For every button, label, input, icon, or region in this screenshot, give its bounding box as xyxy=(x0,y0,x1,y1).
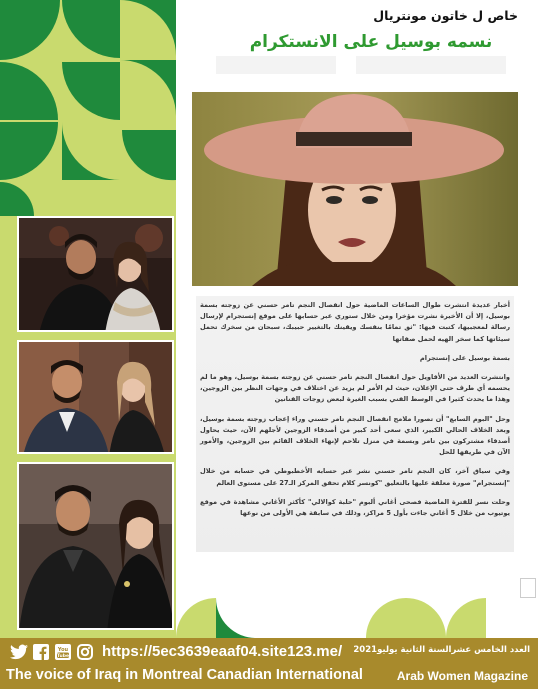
couple-photo-2 xyxy=(17,340,174,454)
article-column xyxy=(176,0,538,638)
footer-bar xyxy=(0,638,538,689)
twitter-icon[interactable] xyxy=(10,643,28,661)
paragraph: وحلت نسر للفترة الماضية فصحى أغاني ألبوم "حلبة كوالالي" كأكثر الأغاني مشاهدة في موقع يوتيوب من خلال 5 أغاني جاءت بأول 5 مراكز، وذلك في سابقة هي الأولى من نوعها xyxy=(200,497,510,518)
article-body xyxy=(200,300,510,527)
section-label: خاص ل خاتون مونتريال xyxy=(373,8,518,23)
page-edge-marker xyxy=(520,578,536,598)
svg-text:You: You xyxy=(57,647,69,653)
couple-photo-3 xyxy=(17,462,174,630)
paragraph: وفي سياق آخر، كان النجم تامر حسني نشر عبر حسابه الأخطبوطي في حسابه من خلال "إنستجرام" صورة معلقة عليها بالتعليق "كونسر كلام تحقق المركز الـ27 على مستوى العالم xyxy=(200,467,510,487)
hero-portrait xyxy=(192,92,518,286)
paragraph: بسمة بوسيل على إنستجرام xyxy=(419,353,510,362)
paragraph: وحل "البوم السابع" أن تصورا ملامح انفصال النجم تامر حسني وراء إعجاب زوجته بسمة بوسيل، وبعد الخلاف الحالي الكبير، الذي سعى أحد كبير من أصدقاء الزوجين لأجلهم الآن، حيث يحاول أصدقاء مشتركون بين تامر وبسمة في منزل تلاحم لإنهاء الخلاف القائم بين الزوجين، والأمور الآن في طريقها للحل xyxy=(200,414,510,457)
youtube-icon[interactable] xyxy=(54,643,72,661)
paragraph: وانتشرت العديد من الأقاويل حول انفصال النجم تامر حسني عن زوجته بسمة بوسيل، وهو ما لم يحسمه أي طرف حتى الإعلان، حيث لم الأمر لم يزيد عن اختلاف في وجهات النظر بين الزوجين، وهذا ما يحدث كثيرا في الوسط الفني بسبب الغيرة لبعض زوجات الفنانين xyxy=(200,373,510,404)
paragraph: أخبار عديدة انتشرت طوال الساعات الماضية حول انفصال النجم تامر حسني عن زوجته بسمة بوسيل، إلا أن الأخيرة نشرت مؤخرا ومن خلال ستوري عبر حسابها على موقع إنستجرام لإرسال رسالة لمعجبيها، كتبت فيها: "ثق تمامًا بنفسك ويقينك بالتغيير حبيبك، سبحان من سخرك تحمل سيئاتها كما سخر الهيه لحمل صفاتها xyxy=(200,301,510,343)
faded-text-line xyxy=(216,56,336,74)
faded-text-line xyxy=(356,56,506,74)
bottom-geometric-pattern xyxy=(176,598,538,638)
svg-text:Tube: Tube xyxy=(56,653,70,659)
slogan: The voice of Iraq in Montreal Canadian International xyxy=(6,667,363,683)
magazine-name: Arab Women Magazine xyxy=(396,669,528,683)
article-headline: نسمه بوسيل على الانستكرام xyxy=(249,32,493,52)
website-link[interactable]: https://5ec3639eaaf04.site123.me/ xyxy=(102,643,343,660)
facebook-icon[interactable] xyxy=(32,643,50,661)
instagram-icon[interactable] xyxy=(76,643,94,661)
couple-photo-1 xyxy=(17,216,174,332)
issue-info: العدد الخامس عشرالسنة الثانية يوليو2021 xyxy=(353,645,530,655)
social-links xyxy=(10,643,94,661)
